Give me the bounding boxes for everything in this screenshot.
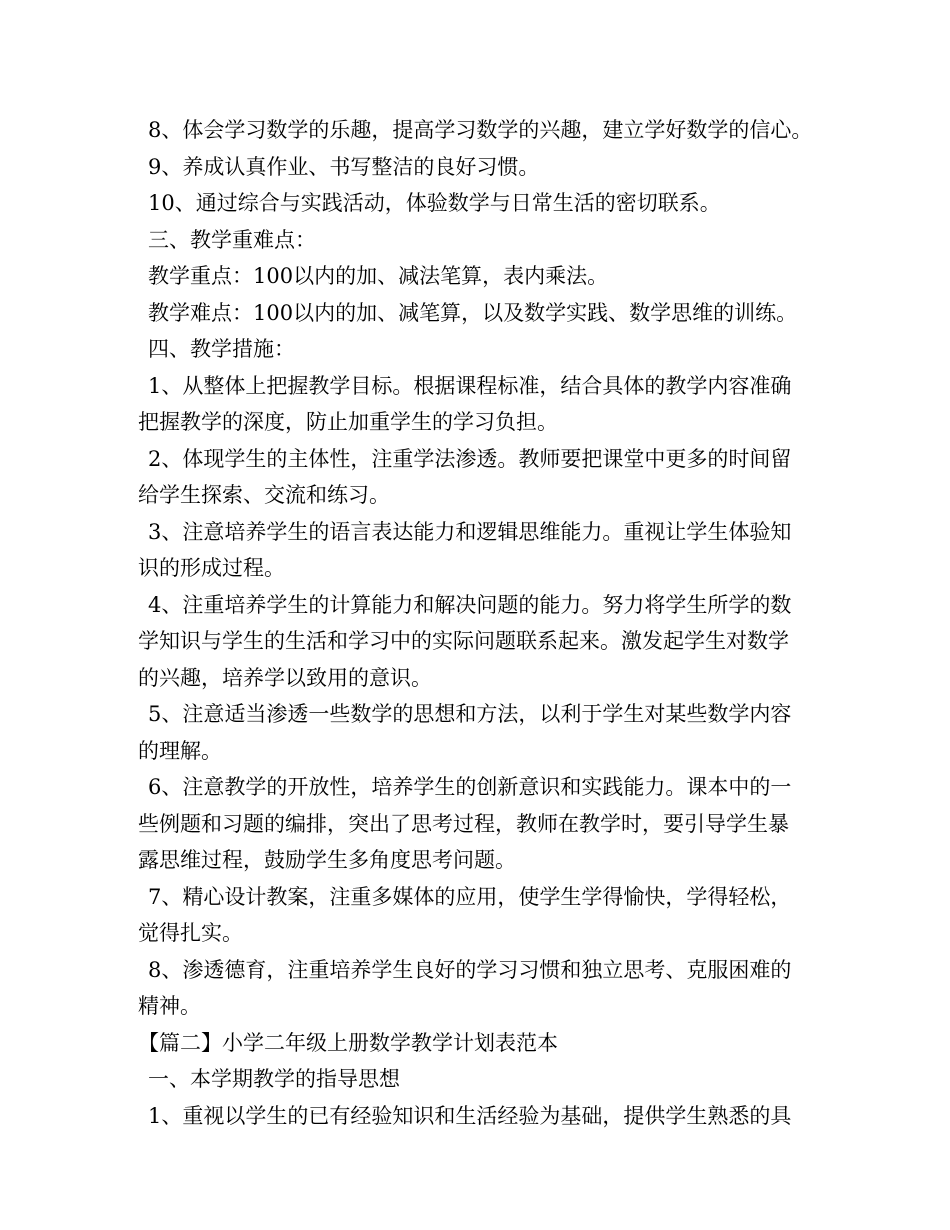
paragraph-line: 精神。 (138, 994, 201, 1018)
section-heading: 一、本学期教学的指导思想 (148, 1067, 400, 1091)
paragraph-line: 觉得扎实。 (138, 921, 243, 945)
paragraph-line: 4、注重培养学生的计算能力和解决问题的能力。努力将学生所学的数 (148, 592, 792, 617)
paragraph-line: 2、体现学生的主体性，注重学法渗透。教师要把课堂中更多的时间留 (148, 446, 792, 471)
paragraph-line: 8、体会学习数学的乐趣，提高学习数学的兴趣，建立学好数学的信心。 (148, 118, 813, 142)
section-heading: 三、教学重难点： (148, 227, 316, 252)
paragraph-line: 教学难点：100以内的加、减笔算，以及数学实践、数学思维的训练。 (148, 300, 798, 325)
paragraph-line: 5、注意适当渗透一些数学的思想和方法，以利于学生对某些数学内容 (148, 702, 792, 726)
paragraph-line: 露思维过程，鼓励学生多角度思考问题。 (138, 848, 516, 872)
paragraph-line: 些例题和习题的编排，突出了思考过程，教师在教学时，要引导学生暴 (138, 811, 789, 836)
paragraph-line: 9、养成认真作业、书写整洁的良好习惯。 (148, 154, 540, 179)
paragraph-line: 学知识与学生的生活和学习中的实际问题联系起来。激发起学生对数学 (138, 629, 789, 653)
document-body (138, 112, 938, 1134)
paragraph-line: 识的形成过程。 (138, 556, 285, 580)
paragraph-line: 的兴趣，培养学以致用的意识。 (138, 665, 432, 690)
paragraph-line: 的理解。 (138, 738, 222, 763)
paragraph-line: 给学生探索、交流和练习。 (138, 483, 390, 507)
paragraph-line: 7、精心设计教案，注重多媒体的应用，使学生学得愉快，学得轻松， (148, 884, 792, 909)
paragraph-line: 教学重点：100以内的加、减法笔算，表内乘法。 (148, 264, 609, 288)
paragraph-line: 8、渗透德育，注重培养学生良好的学习习惯和独立思考、克服困难的 (148, 957, 792, 982)
article-title: 【篇二】小学二年级上册数学教学计划表范本 (138, 1030, 558, 1055)
paragraph-line: 1、重视以学生的已有经验知识和生活经验为基础，提供学生熟悉的具 (148, 1103, 792, 1128)
paragraph-line: 6、注意教学的开放性，培养学生的创新意识和实践能力。课本中的一 (148, 775, 792, 799)
paragraph-line: 3、注意培养学生的语言表达能力和逻辑思维能力。重视让学生体验知 (148, 519, 792, 544)
paragraph-line: 1、从整体上把握教学目标。根据课程标准，结合具体的教学内容准确 (148, 373, 792, 398)
paragraph-line: 10、通过综合与实践活动，体验数学与日常生活的密切联系。 (148, 191, 721, 215)
paragraph-line: 把握教学的深度，防止加重学生的学习负担。 (138, 410, 558, 434)
section-heading: 四、教学措施： (148, 337, 295, 361)
